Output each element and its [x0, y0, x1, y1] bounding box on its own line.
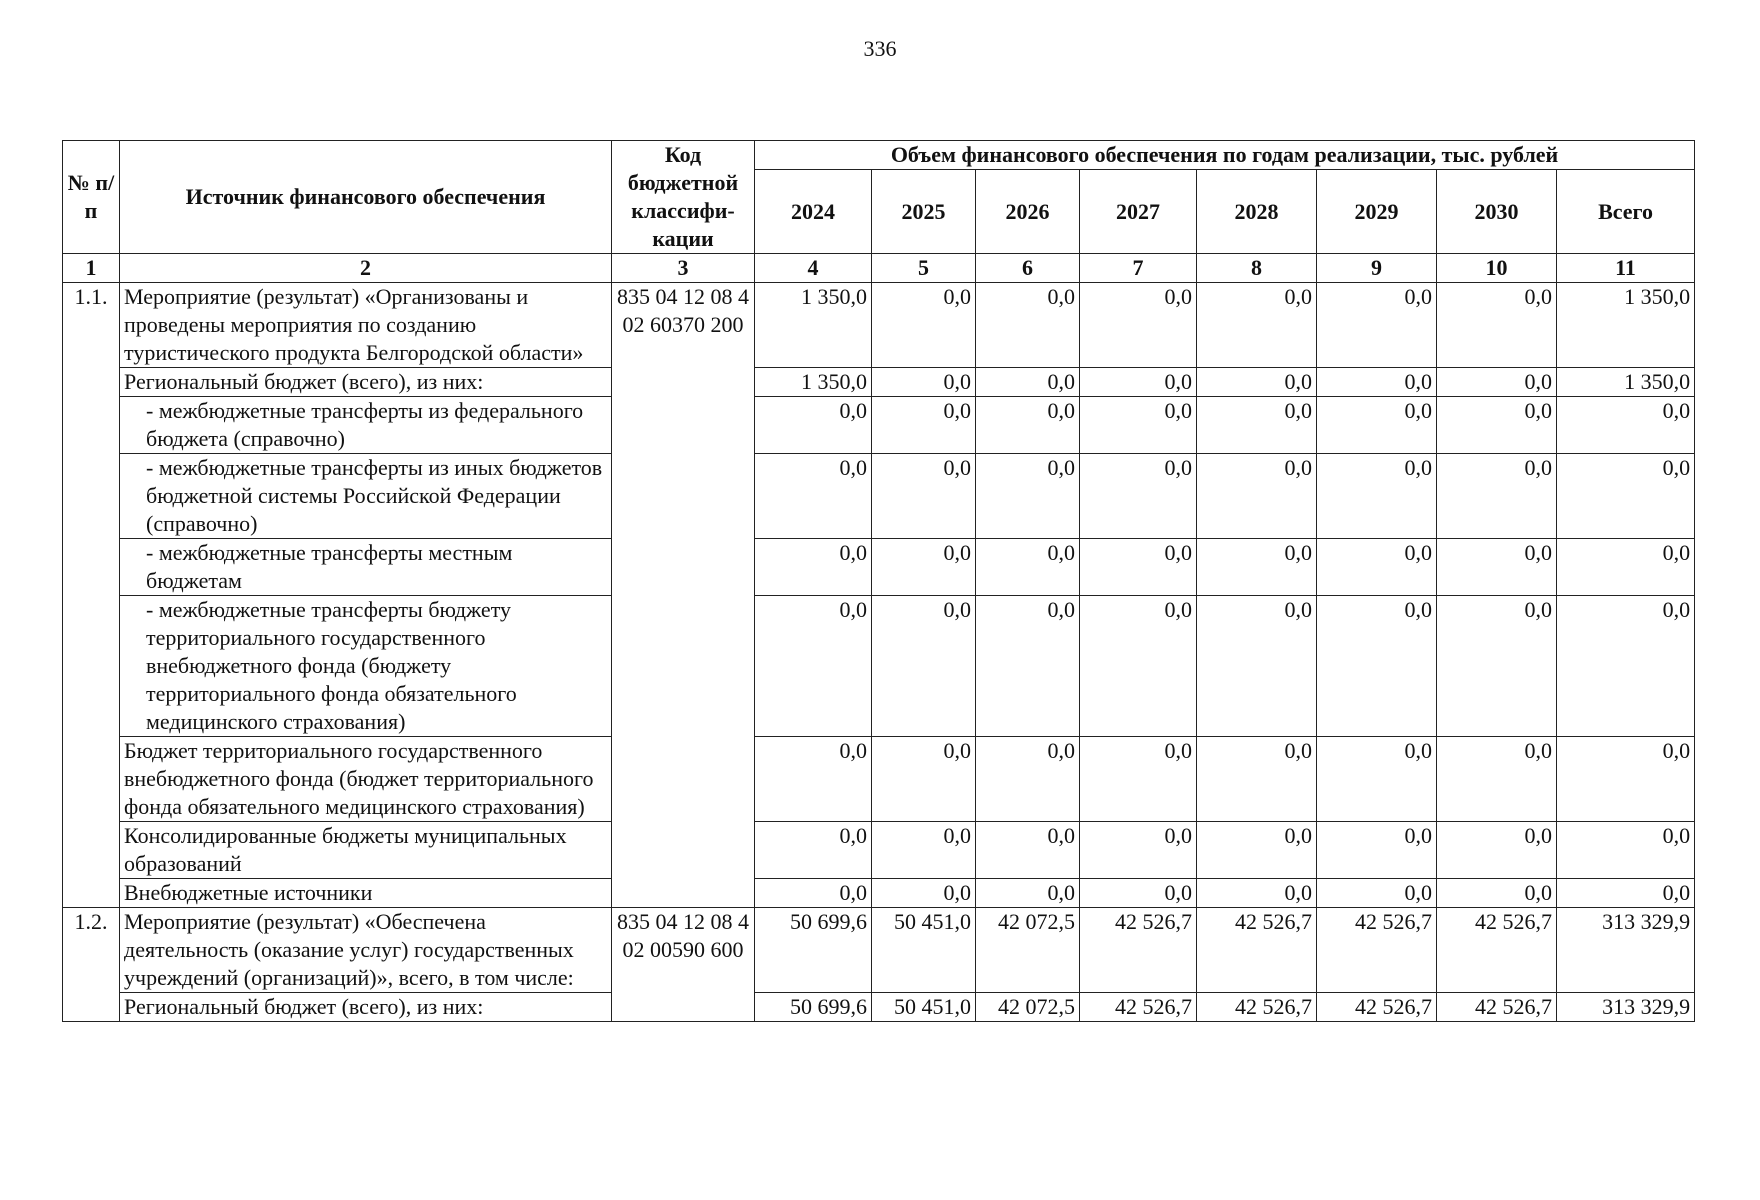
- column-index: 9: [1317, 254, 1437, 283]
- value-cell: 0,0: [755, 397, 872, 454]
- value-cell: 42 526,7: [1197, 908, 1317, 993]
- column-index: 11: [1557, 254, 1695, 283]
- value-cell: 42 526,7: [1197, 993, 1317, 1022]
- value-cell: 0,0: [872, 737, 976, 822]
- value-cell: 0,0: [1197, 737, 1317, 822]
- value-cell: 1 350,0: [1557, 283, 1695, 368]
- source-cell: - межбюджетные трансферты из иных бюджетов бюджетной системы Российской Федерации (справочно): [120, 454, 612, 539]
- value-cell: 0,0: [1080, 368, 1197, 397]
- value-cell: 0,0: [976, 737, 1080, 822]
- value-cell: 0,0: [976, 879, 1080, 908]
- value-cell: 0,0: [1080, 822, 1197, 879]
- value-cell: 0,0: [976, 397, 1080, 454]
- value-cell: 0,0: [1197, 397, 1317, 454]
- value-cell: 0,0: [1557, 454, 1695, 539]
- source-cell: Консолидированные бюджеты муниципальных образований: [120, 822, 612, 879]
- value-cell: 0,0: [1437, 454, 1557, 539]
- source-cell: Внебюджетные источники: [120, 879, 612, 908]
- header-total: Всего: [1557, 170, 1695, 254]
- source-cell: - межбюджетные трансферты из федерального бюджета (справочно): [120, 397, 612, 454]
- header-number: № п/п: [63, 141, 120, 254]
- value-cell: 0,0: [872, 283, 976, 368]
- value-cell: 50 699,6: [755, 993, 872, 1022]
- value-cell: 1 350,0: [1557, 368, 1695, 397]
- value-cell: 0,0: [976, 596, 1080, 737]
- header-year: 2025: [872, 170, 976, 254]
- value-cell: 0,0: [755, 454, 872, 539]
- value-cell: 42 526,7: [1437, 993, 1557, 1022]
- value-cell: 0,0: [1197, 368, 1317, 397]
- value-cell: 1 350,0: [755, 283, 872, 368]
- column-index: 6: [976, 254, 1080, 283]
- column-index: 8: [1197, 254, 1317, 283]
- value-cell: 0,0: [1317, 822, 1437, 879]
- source-cell: - межбюджетные трансферты местным бюджетам: [120, 539, 612, 596]
- value-cell: 0,0: [976, 454, 1080, 539]
- value-cell: 0,0: [1437, 879, 1557, 908]
- value-cell: 0,0: [1437, 737, 1557, 822]
- header-year: 2030: [1437, 170, 1557, 254]
- value-cell: 0,0: [1080, 737, 1197, 822]
- column-index: 5: [872, 254, 976, 283]
- column-index: 1: [63, 254, 120, 283]
- value-cell: 0,0: [976, 822, 1080, 879]
- value-cell: 0,0: [1080, 397, 1197, 454]
- value-cell: 0,0: [872, 539, 976, 596]
- row-number: 1.1.: [63, 283, 120, 908]
- value-cell: 0,0: [1317, 879, 1437, 908]
- table-row: [63, 908, 1695, 993]
- value-cell: 0,0: [976, 283, 1080, 368]
- header-year: 2027: [1080, 170, 1197, 254]
- value-cell: 0,0: [976, 539, 1080, 596]
- source-cell: Мероприятие (результат) «Организованы и проведены мероприятия по созданию туристического продукта Белгородской области»: [120, 283, 612, 368]
- value-cell: 50 451,0: [872, 908, 976, 993]
- table-row: [63, 596, 1695, 737]
- table-row: [63, 993, 1695, 1022]
- table-row: [63, 539, 1695, 596]
- column-index: 10: [1437, 254, 1557, 283]
- value-cell: 42 526,7: [1080, 908, 1197, 993]
- source-cell: Региональный бюджет (всего), из них:: [120, 368, 612, 397]
- header-source: Источник финансового обеспечения: [120, 141, 612, 254]
- value-cell: 0,0: [1437, 596, 1557, 737]
- header-code: Код бюджетной классифи-кации: [612, 141, 755, 254]
- table-row: [63, 283, 1695, 368]
- table-row: [63, 368, 1695, 397]
- value-cell: 0,0: [1197, 454, 1317, 539]
- value-cell: 0,0: [1317, 368, 1437, 397]
- budget-code: 835 04 12 08 4 02 60370 200: [612, 283, 755, 908]
- table-row: [63, 397, 1695, 454]
- value-cell: 0,0: [1557, 822, 1695, 879]
- value-cell: 0,0: [1437, 822, 1557, 879]
- value-cell: 0,0: [1197, 283, 1317, 368]
- value-cell: 313 329,9: [1557, 908, 1695, 993]
- value-cell: 0,0: [872, 454, 976, 539]
- header-year: 2024: [755, 170, 872, 254]
- value-cell: 42 526,7: [1317, 908, 1437, 993]
- value-cell: 0,0: [1080, 454, 1197, 539]
- table-row: [63, 737, 1695, 822]
- value-cell: 0,0: [1197, 822, 1317, 879]
- value-cell: 0,0: [976, 368, 1080, 397]
- value-cell: 0,0: [1317, 737, 1437, 822]
- value-cell: 0,0: [1317, 539, 1437, 596]
- value-cell: 0,0: [872, 822, 976, 879]
- value-cell: 42 526,7: [1317, 993, 1437, 1022]
- value-cell: 0,0: [1437, 283, 1557, 368]
- value-cell: 42 526,7: [1080, 993, 1197, 1022]
- value-cell: 0,0: [872, 879, 976, 908]
- value-cell: 0,0: [1197, 596, 1317, 737]
- value-cell: 0,0: [755, 737, 872, 822]
- source-cell: Региональный бюджет (всего), из них:: [120, 993, 612, 1022]
- budget-code: 835 04 12 08 4 02 00590 600: [612, 908, 755, 1022]
- value-cell: 0,0: [1437, 368, 1557, 397]
- value-cell: 0,0: [755, 539, 872, 596]
- value-cell: 0,0: [1080, 596, 1197, 737]
- value-cell: 42 072,5: [976, 908, 1080, 993]
- header-volume: Объем финансового обеспечения по годам реализации, тыс. рублей: [755, 141, 1695, 170]
- row-number: 1.2.: [63, 908, 120, 1022]
- value-cell: 0,0: [755, 822, 872, 879]
- value-cell: 0,0: [872, 368, 976, 397]
- header-year: 2029: [1317, 170, 1437, 254]
- value-cell: 0,0: [1317, 397, 1437, 454]
- header-year: 2026: [976, 170, 1080, 254]
- value-cell: 0,0: [1557, 596, 1695, 737]
- table-row: [63, 454, 1695, 539]
- value-cell: 0,0: [1437, 539, 1557, 596]
- value-cell: 0,0: [1557, 879, 1695, 908]
- table-row: [63, 879, 1695, 908]
- value-cell: 313 329,9: [1557, 993, 1695, 1022]
- source-cell: Мероприятие (результат) «Обеспечена деятельность (оказание услуг) государственных учреждений (организаций)», всего, в том числе:: [120, 908, 612, 993]
- value-cell: 0,0: [1317, 283, 1437, 368]
- value-cell: 0,0: [1557, 737, 1695, 822]
- source-cell: - межбюджетные трансферты бюджету территориального государственного внебюджетного фонда (бюджету территориального фонда обязательного медицинского страхования): [120, 596, 612, 737]
- value-cell: 0,0: [1197, 539, 1317, 596]
- column-index: 2: [120, 254, 612, 283]
- value-cell: 42 072,5: [976, 993, 1080, 1022]
- source-cell: Бюджет территориального государственного внебюджетного фонда (бюджет территориального фонда обязательного медицинского страхования): [120, 737, 612, 822]
- column-index: 4: [755, 254, 872, 283]
- value-cell: 0,0: [755, 879, 872, 908]
- value-cell: 0,0: [1317, 454, 1437, 539]
- value-cell: 0,0: [1557, 397, 1695, 454]
- value-cell: 0,0: [1080, 283, 1197, 368]
- financing-table: [62, 140, 1695, 1022]
- value-cell: 0,0: [1080, 879, 1197, 908]
- value-cell: 0,0: [755, 596, 872, 737]
- column-index: 3: [612, 254, 755, 283]
- value-cell: 0,0: [1437, 397, 1557, 454]
- value-cell: 1 350,0: [755, 368, 872, 397]
- value-cell: 0,0: [1557, 539, 1695, 596]
- value-cell: 50 451,0: [872, 993, 976, 1022]
- value-cell: 0,0: [1197, 879, 1317, 908]
- value-cell: 0,0: [872, 397, 976, 454]
- column-index: 7: [1080, 254, 1197, 283]
- value-cell: 0,0: [872, 596, 976, 737]
- value-cell: 0,0: [1317, 596, 1437, 737]
- page-number: 336: [863, 36, 897, 61]
- value-cell: 50 699,6: [755, 908, 872, 993]
- table-row: [63, 822, 1695, 879]
- value-cell: 0,0: [1080, 539, 1197, 596]
- header-year: 2028: [1197, 170, 1317, 254]
- value-cell: 42 526,7: [1437, 908, 1557, 993]
